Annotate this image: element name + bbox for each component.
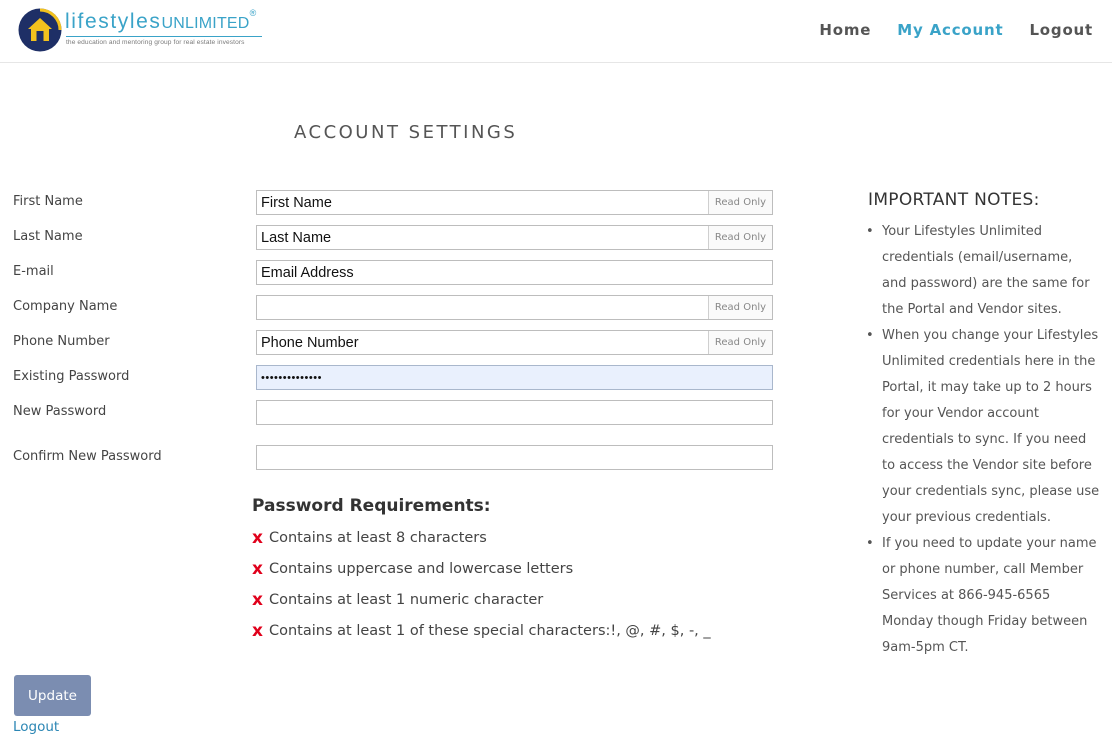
first-name-label: First Name	[13, 194, 83, 209]
requirement-item: x Contains at least 1 numeric character	[252, 589, 544, 610]
company-name-label: Company Name	[13, 299, 118, 314]
update-button[interactable]: Update	[14, 675, 91, 716]
company-name-read-only-badge: Read Only	[708, 296, 772, 319]
last-name-value: Last Name	[261, 229, 332, 246]
confirm-password-label: Confirm New Password	[13, 449, 162, 464]
email-label: E-mail	[13, 264, 54, 279]
house-logo-icon	[17, 7, 63, 53]
nav-my-account-link[interactable]: My Account	[897, 21, 1004, 39]
phone-number-read-only-badge: Read Only	[708, 331, 772, 354]
nav-logout-link[interactable]: Logout	[1029, 21, 1093, 39]
cross-icon: x	[252, 620, 263, 641]
phone-number-label: Phone Number	[13, 334, 110, 349]
main-nav	[819, 21, 1093, 39]
existing-password-field[interactable]	[256, 365, 773, 390]
phone-number-value: Phone Number	[261, 334, 359, 351]
first-name-read-only-badge: Read Only	[708, 191, 772, 214]
last-name-field[interactable]	[256, 225, 773, 250]
nav-home-link[interactable]: Home	[819, 21, 872, 39]
cross-icon: x	[252, 589, 263, 610]
requirement-item: x Contains at least 1 of these special characters:!, @, #, $, -, _	[252, 620, 711, 641]
site-header	[0, 0, 1112, 63]
page-title: ACCOUNT SETTINGS	[294, 122, 518, 143]
cross-icon: x	[252, 558, 263, 579]
requirement-item: x Contains uppercase and lowercase letters	[252, 558, 574, 579]
brand-wordmark: lifestylesUNLIMITED®	[65, 8, 258, 33]
existing-password-label: Existing Password	[13, 369, 130, 384]
note-item: • If you need to update your name or phone number, call Member Services at 866-945-6565 Monday though Friday between 9am-5pm CT.	[882, 531, 1100, 661]
password-requirements-title: Password Requirements:	[252, 496, 491, 516]
phone-number-field[interactable]	[256, 330, 773, 355]
last-name-read-only-badge: Read Only	[708, 226, 772, 249]
brand-underline	[66, 36, 262, 37]
logout-link[interactable]: Logout	[13, 719, 60, 735]
email-value: Email Address	[261, 264, 354, 281]
new-password-field[interactable]	[256, 400, 773, 425]
last-name-label: Last Name	[13, 229, 83, 244]
first-name-field[interactable]	[256, 190, 773, 215]
note-item: • Your Lifestyles Unlimited credentials (email/username, and password) are the same for the Portal and Vendor sites.	[882, 219, 1100, 323]
important-notes-title: IMPORTANT NOTES:	[868, 190, 1040, 210]
confirm-password-field[interactable]	[256, 445, 773, 470]
company-name-field[interactable]	[256, 295, 773, 320]
brand-logo[interactable]	[17, 7, 267, 53]
important-notes-list	[882, 219, 1100, 661]
cross-icon: x	[252, 527, 263, 548]
password-requirements-list	[252, 522, 711, 646]
requirement-item: x Contains at least 8 characters	[252, 527, 487, 548]
note-item: • When you change your Lifestyles Unlimited credentials here in the Portal, it may take up to 2 hours for your Vendor account credentials to sync. If you need to access the Vendor site before your credentials sync, please use your previous credentials.	[882, 323, 1100, 531]
email-field[interactable]	[256, 260, 773, 285]
existing-password-value: ••••••••••••••	[261, 371, 322, 384]
first-name-value: First Name	[261, 194, 332, 211]
brand-tagline: the education and mentoring group for real estate investors	[66, 39, 245, 46]
new-password-label: New Password	[13, 404, 107, 419]
